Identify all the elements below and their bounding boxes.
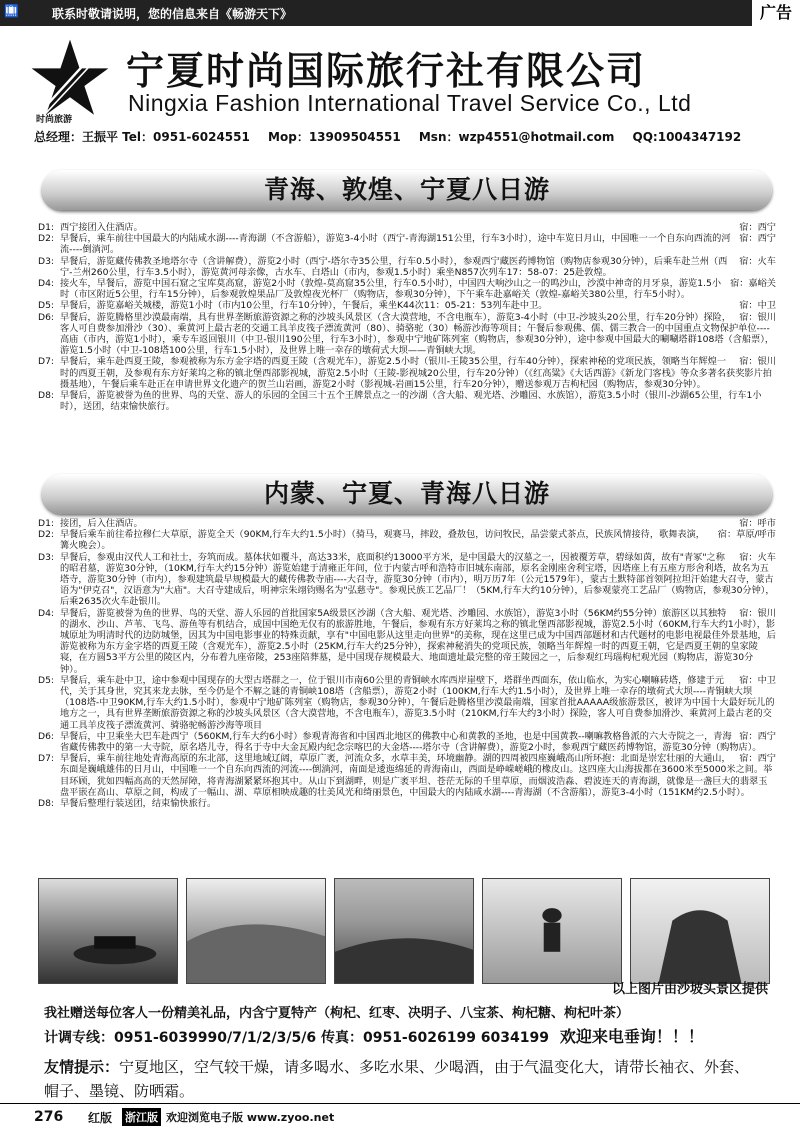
day-description: 早餐后，游览被誉为鱼的世界、鸟的天堂、游人乐园的首批国家5A级景区沙湖（含大船、观光塔、沙雕园、水族馆），游览3小时（56KM约55分钟）旅游区以其独特的湖水、沙山、芦苇、飞鸟、游鱼等有机结合，成国中国绝无仅有的旅游胜地，午餐后，参观有东方好莱坞之称的镇北堡西部影视城，游览2.5小时（60KM,行车大约1小时），影城原址为明清时代的边防城堡，因其为中国电影事业的特殊贡献，享有"中国电影从这里走向世界"的美称，现在这里已成为中国西部题材和古代题材的电影电视最佳外景基地，后游览被称为东方金字塔的西夏王陵（含观光车），游览2.5小时（25KM,行车大约25分钟），探索神秘消失的党项民族，领略当年辉煌一时的西夏王朝，它是西夏王朝的皇家陵寝，在方圆53平方公里的陵区内，分布着九座帝陵，253座陪葬墓，是中国现存规模最大、地面遗址最完整的帝王陵园之一，后参观红玛瑙枸杞观光园（购物店，游览30分钟）。 [60,607,776,675]
day-label: D3: [38,551,55,563]
day-stay: 宿：银川 [739,311,776,323]
day-label: D6: [38,311,55,323]
day-description: 早餐后，乘车前往地处青海高原的东北部，这里地域辽阔，草原广袤，河流众多，水草丰美，环境幽静。湖的四周被四座巍峨高山所环抱：北面是崇宏壮丽的大通山，东面是巍峨雄伟的日月山，中国唯一一个自东向西流的河流----倒淌河，南面是逶迤绵延的青海南山，西面是峥嵘嵯峨的橡皮山。这四座大山海拔都在3600米至5000米之间。举目环顾，犹如四幅高高的天然屏障，将青海湖紧紧环抱其中。从山下到湖畔，则是广袤平坦、苍茫无际的千里草原，而烟波浩淼、碧波连天的青海湖，就像是一盏巨大的翡翠玉盘平嵌在高山、草原之间，构成了一幅山、湖、草原相映成趣的壮美风光和绮丽景色，中国最大的内陆咸水湖----青海湖（不含游船），游览3-4小时（151KM约2.5小时）。 [60,753,773,798]
day-stay: 宿：西宁 [739,222,776,233]
day-row [38,675,776,731]
company-name-cn: 宁夏时尚国际旅行社有限公司 [126,49,647,93]
day-stay: 宿：中卫 [739,300,776,312]
day-text [60,312,776,357]
day-label: D6: [38,730,55,742]
day-row [38,552,776,608]
day-description: 西宁接团入住酒店。 [60,222,143,233]
website-link[interactable]: 欢迎浏览电子版 www.zyoo.net [166,1111,335,1124]
day-stay: 宿：西宁 [739,753,776,765]
day-row [38,222,776,233]
tour1-banner [42,170,772,210]
day-text [60,552,776,608]
day-description: 接团，后入住酒店。 [60,518,143,529]
tour2-banner [42,474,772,514]
day-description: 早餐后，游览藏传佛教圣地塔尔寺（含讲解费），游览2小时（西宁-塔尔寺35公里，行车0.5小时），参观西宁藏医药博物馆（购物店参观30分钟），后乘车赴兰州（西宁-兰州260公里，行车3.5小时），游览黄河母亲像，古水车、白塔山（市内，参观1.5小时）乘坐N857次列车17：58-07：25赴敦煌。 [60,255,728,278]
day-label: D4: [38,278,55,290]
friendly-tip [44,1055,764,1103]
day-text [60,753,776,798]
day-text [60,390,776,412]
photo-camel-caravan [334,878,474,984]
edition: 红版 [88,1111,113,1125]
day-stay: 宿：呼市 [739,518,776,529]
day-text [60,518,776,529]
day-label: D7: [38,753,55,765]
day-text [60,675,776,731]
day-row [38,300,776,311]
tour2-itinerary [38,518,776,809]
day-text [60,731,776,753]
day-row [38,798,776,809]
day-stay: 宿：火车 [739,551,776,563]
tour2-title: 内蒙、宁夏、青海八日游 [263,479,550,508]
welcome-text: 欢迎来电垂询！！！ [559,1027,704,1046]
photo-strip [38,878,770,982]
day-row [38,312,776,357]
tour1-title: 青海、敦煌、宁夏八日游 [263,175,550,204]
day-description: 早餐后，游览被誉为鱼的世界、鸟的天堂、游人的乐园的全国三十五个王牌景点之一的沙湖（含大船、观光塔、沙雕园、水族馆），游览3.5小时（银川-沙湖65公里，行车1小时），送团，结束愉快旅行。 [60,390,762,413]
gift-notice: 我社赠送每位客人一份精美礼品，内含宁夏特产（枸杞、红枣、决明子、八宝茶、枸杞糖、枸杞叶茶） [44,1006,630,1021]
hotline-numbers: 计调专线：0951-6039990/7/1/2/3/5/6 [44,1030,317,1046]
day-row [38,518,776,529]
magazine-logo: 🛄 [4,4,19,18]
day-label: D7: [38,356,55,368]
day-stay: 宿：嘉峪关 [730,278,776,290]
day-stay: 宿：银川 [739,356,776,368]
day-label: D8: [38,798,55,810]
photo-credit: 以上图片由沙坡头景区提供 [611,982,768,997]
page-footer [0,1103,800,1128]
day-description: 早餐后，中卫乘坐大巴车赴西宁（560KM,行车大约6小时）参观青海省和中国西北地区的佛教中心和黄教的圣地，也是中国黄教--喇嘛教格鲁派的六大寺院之一，青海省藏传佛教中的第一大寺院，原名塔儿寺，得名于寺中大金瓦殿内纪念宗喀巴的大金塔----塔尔寺（含讲解费），游览2小时，参观西宁藏医药博物馆，游览30分钟（购物店）。 [60,730,762,754]
day-label: D2: [38,529,55,541]
day-text [60,278,776,300]
day-row [38,233,776,255]
day-stay: 宿：西宁 [739,730,776,742]
fax-numbers: 传真：0951-6026199 6034199 [320,1030,549,1046]
manager-tel: 总经理：王振平 Tel：0951-6024551 [34,130,250,144]
day-row [38,278,776,300]
day-label: D4: [38,607,55,619]
day-row [38,731,776,753]
day-text [60,608,776,675]
qq: QQ:1004347192 [632,130,742,144]
day-description: 早餐后乘车前往希拉穆仁大草原，游览全天（90KM,行车大约1.5小时）（骑马，观赛马，摔跤，叠敖包，访问牧民，品尝蒙式茶点，民族风情接待，歌舞表演，篝火晚会）。 [60,529,705,552]
top-bar [0,0,800,26]
day-label: D3: [38,255,55,267]
day-stay: 宿：银川 [739,607,776,619]
day-description: 早餐后整理行装送团，结束愉快旅行。 [60,798,217,810]
photo-desert-buggy [38,878,178,984]
day-label: D5: [38,300,55,312]
day-description: 早餐后，乘车赴中卫，途中参观中国现存的大型古塔群之一，位于银川市南60公里的青铜峡水库西岸崖壁下，塔群坐西面东，依山临水，为实心喇嘛砖塔，修建于元代，关于其身世，究其来龙去脉，至今仍是个不解之谜的青铜峡108塔（含船票），游览2小时（100KM,行车大约1.5小时），及世界上唯一幸存的墩荷式大坝----青铜峡大坝（108塔-中卫90KM,行车大约1.5小时），参观中宁地矿陈列室（购物店，参观30分钟），午餐后赴腾格里沙漠最南端，国家首批AAAAA级旅游景区，被评为中国十大最好玩儿的地方之一，具有世界垄断旅游资源之称的沙坡头风景区（含大漠营地，不含电瓶车），游览3.5小时（210KM,行车大约3小时）探险，客人可自费参加滑沙、乘黄河上最古老的交通工具羊皮筏子漂流黄河、骑骆驼畅游沙海等项目 [60,674,775,731]
day-text [60,798,776,809]
day-stay: 宿：中卫 [739,674,776,686]
mobile: Mop：13909504551 [268,130,401,144]
day-description: 早餐后，乘车赴西夏王陵，参观被称为东方金字塔的西夏王陵（含观光车），游览2.5小时（银川-王陵35公里，行车40分钟），探索神秘的党项民族，领略当年辉煌一时的西夏王朝，及参观有东方好莱坞之称的镇北堡西部影视城，游览2.5小时（王陵-影视城20公里，行车20分钟）（《红高粱》《大话西游》《新龙门客栈》等众多著名获奖影片拍摄基地），午餐后乘车赴正在申请世界文化遗产的贺兰山岩画，游览2小时（影视城-岩画15公里，行车20分钟），赠送参观万吉枸杞园（购物店，参观30分钟）。 [60,356,772,390]
day-row [38,753,776,798]
day-label: D1: [38,222,55,233]
company-name-en: Ningxia Fashion International Travel Service Co., Ltd [128,90,692,116]
day-row [38,608,776,675]
day-stay: 宿：草原/呼市 [717,529,776,541]
day-stay: 宿：西宁 [739,233,776,245]
tip-label: 友情提示： [44,1058,120,1076]
day-text [60,300,776,311]
page-number: 276 [34,1109,64,1125]
tour1-itinerary [38,222,776,412]
tip-text: 宁夏地区，空气较干燥，请多喝水、多吃水果、少喝酒，由于气温变化大，请带长袖衣、外套、帽子、墨镜、防晒霜。 [44,1058,750,1100]
day-description: 早餐后，游览嘉峪关城楼，游览1小时（市内10公里，行车10分钟），午餐后，乘坐K44次11：05-21：53列车赴中卫。 [60,300,548,312]
top-notice: 联系时敬请说明，您的信息来自《畅游天下》 [52,7,293,21]
day-text [60,222,776,233]
day-label: D8: [38,390,55,402]
day-description: 早餐后，参观由汉代人工和社士，夯筑而成。墓体状如覆斗，高达33米，底面积约13000平方米，是中国最大的汉墓之一，因被覆芳草，碧绿如茵，故有"青冢"之称的昭君墓，游览30分钟，（10KM,行车大约15分钟）游览始建于清雍正年间，位于内蒙古呼和浩特市旧城东南部，原名金刚座舍利宝塔，因塔座上有五座方形舍利塔，故名为五塔寺，游览30分钟（市内），参观建筑最早规模最大的藏传佛教寺庙----大召寺，游览30分钟（市内），明万历7年（公元1579年），蒙古土默特部首领阿拉坦汗始建大召寺，蒙古语为"伊克召"，汉语意为"大庙"。大召寺建成后，明神宗朱翊钧赐名为"弘慈寺"。参观民族工艺品厂！（5KM,行车大约10分钟），后参观蒙亮工艺品厂（购物店，参观30分钟），后乘2635次火车赴银川。 [60,551,775,608]
day-description: 接火车，早餐后，游览中国石窟之宝库莫高窟，游览2小时（敦煌-莫高窟35公里，行车0.5小时），中国四大响沙山之一的鸣沙山，沙漠中神奇的月牙泉，游览1.5小时（市区附近5公里，行车15分钟），后参观敦煌果品厂及敦煌夜光杯厂（购物店，参观30分钟），下午乘车赴嘉峪关（敦煌-嘉峪关380公里，行车5小时）。 [60,278,722,301]
logo-caption: 时尚旅游 [36,115,73,125]
photo-sandboarding [482,878,622,984]
day-label: D2: [38,233,55,245]
day-label: D5: [38,674,55,686]
day-row [38,390,776,412]
day-row [38,256,776,278]
day-text [60,529,776,551]
msn: Msn：wzp4551@hotmail.com [418,130,615,144]
hotline [44,1024,704,1047]
day-row [38,356,776,390]
photo-rock-formation [630,878,770,984]
day-text [60,256,776,278]
day-description: 早餐后，游览腾格里沙漠最南端，具有世界垄断旅游资源之称的沙坡头风景区（含大漠营地，不含电瓶车），游览3-4小时（中卫-沙坡头20公里，行车20分钟）探险，客人可自费参加滑沙（30）、乘黄河上最古老的交通工具羊皮筏子漂流黄河（80）、骑骆驼（30）畅游沙海等项目；午餐后参观佛、儒、儒三教合一的中国重点文物保护单位----高庙（市内，游览1小时），乘专车返回银川（中卫-银川190公里，行车3小时），参观中宁地矿陈列室（购物店，参观30分钟），途中参观中国最大的唰唰塔群108塔（含船票），游览1.5小时（中卫-108塔100公里，行车1.5小时），及世界上唯一幸存的墩荷式大坝——青铜峡大坝。 [60,311,775,357]
zhejiang-edition-badge: 浙江版 [122,1108,161,1126]
ad-label: 广告 [752,0,800,26]
day-text [60,356,776,390]
star-logo-icon [30,38,110,118]
day-text [60,233,776,255]
day-description: 早餐后，乘车前往中国最大的内陆咸水湖----青海湖（不含游船），游览3-4小时（西宁-青海湖151公里，行车3小时），途中车览日月山，中国唯一一个自东向西流的河流----倒淌河。 [60,233,731,256]
photo-dunes [186,878,326,984]
day-row [38,529,776,551]
day-stay: 宿：火车 [739,255,776,267]
contact-line [34,128,794,145]
day-label: D1: [38,518,55,529]
